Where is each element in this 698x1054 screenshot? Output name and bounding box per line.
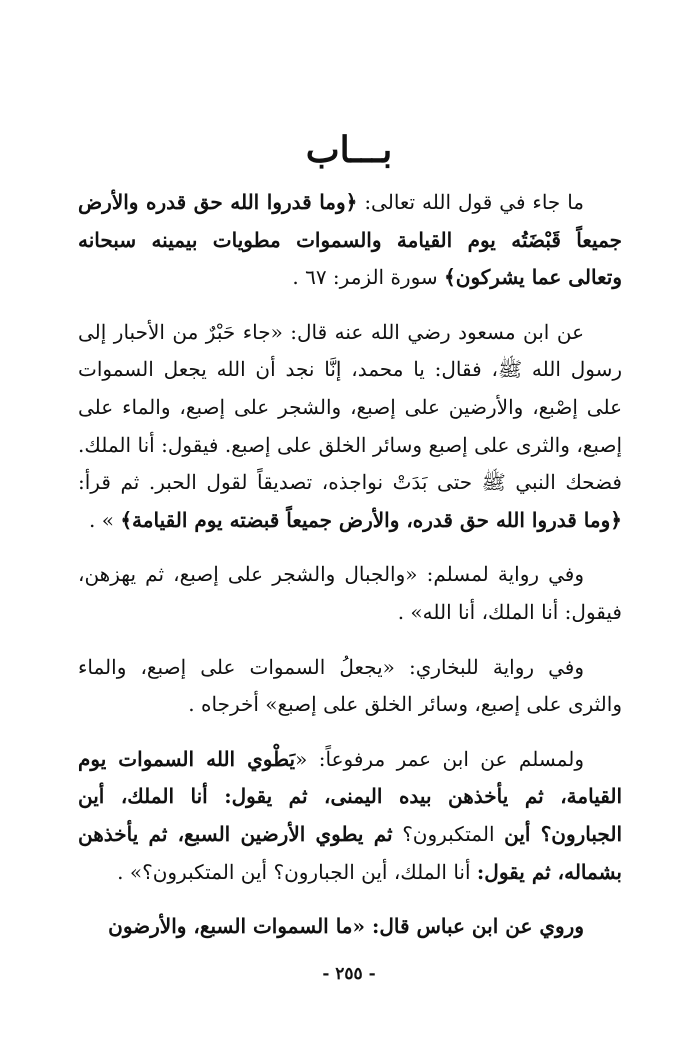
text-segment: ولمسلم عن ابن عمر مرفوعاً: «: [295, 746, 584, 771]
text-segment: » .: [89, 507, 121, 532]
body-text: [78, 184, 622, 963]
emphasized-text: ثم يطوي الأرضين السبع، ثم يأخذهن بشماله، ثم يقول:: [78, 821, 622, 884]
paragraph-p5: [78, 741, 622, 891]
paragraph-p1: [78, 184, 622, 297]
text-segment: أنا الملك، أين الجبارون؟ أين المتكبرون؟» .: [117, 859, 477, 884]
paragraph-p4: [78, 649, 622, 724]
paragraph-p2: [78, 314, 622, 540]
emphasized-text: ﴿وما قدروا الله حق قدره والأرض جميعاً قَبْضَتُه يوم القيامة والسموات مطويات بيمينه سبحانه وتعالى عما يشركون﴾: [78, 190, 622, 290]
text-segment: ما جاء في قول الله تعالى:: [357, 190, 585, 214]
page-number: - ٢٥٥ -: [322, 964, 376, 984]
emphasized-text: ﴿وما قدروا الله حق قدره، والأرض جميعاً قبضته يوم القيامة﴾: [120, 507, 622, 532]
text-segment: عن ابن مسعود رضي الله عنه قال: «جاء حَبْرٌ من الأحبار إلى رسول الله ﷺ، فقال: يا محمد، إنَّا نجد أن الله يجعل السموات على إصْبع، والأرضين على إصبع، والشجر على إصبع، والماء على إصبع، والثرى على إصبع وسائر الخلق على إصبع. فيقول: أنا الملك. فضحك النبي ﷺ حتى بَدَتْ نواجذه، تصديقاً لقول الحبر. ثم قرأ:: [78, 319, 622, 495]
text-segment: وفي رواية لمسلم: «والجبال والشجر على إصبع، ثم يهزهن، فيقول: أنا الملك، أنا الله» .: [78, 562, 622, 624]
paragraph-p3: [78, 556, 622, 631]
emphasized-text: يَطْوي الله السموات يوم القيامة، ثم يأخذهن بيده اليمنى، ثم يقول: أنا الملك، أين الجبارون؟ أين: [78, 746, 622, 846]
emphasized-text: وروي عن ابن عباس قال: «ما السموات السبع، والأرضون: [108, 914, 584, 939]
text-segment: وفي رواية للبخاري: «يجعلُ السموات على إصبع، والماء والثرى على إصبع، وسائر الخلق على إصبع» أخرجاه .: [78, 654, 622, 717]
paragraph-p6: [78, 908, 622, 946]
chapter-heading: بـــاب: [305, 129, 393, 171]
text-segment: المتكبرون؟: [392, 821, 505, 846]
text-segment: سورة الزمر: ٦٧ .: [292, 265, 445, 290]
